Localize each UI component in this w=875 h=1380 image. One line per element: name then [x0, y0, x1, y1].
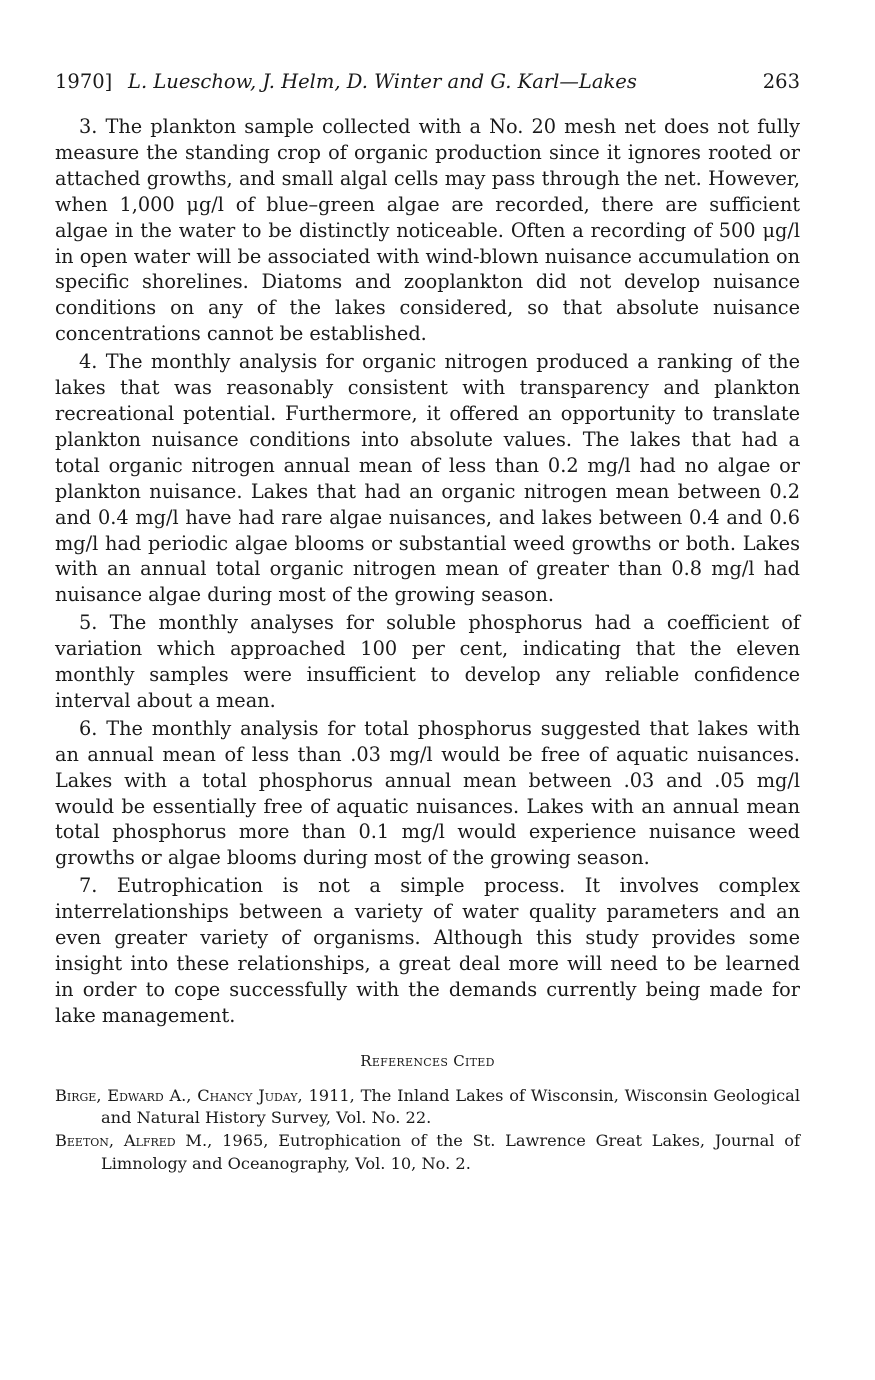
- page-number: 263: [762, 70, 800, 93]
- reference-details: 1911, The Inland Lakes of Wisconsin, Wisconsin Geological and Natural History Survey, Vol. No. 22.: [101, 1085, 800, 1128]
- paragraph-3: 3. The plankton sample collected with a No. 20 mesh net does not fully measure the standing crop of organic production since it ignores rooted or attached growths, and small algal cells may pass through the net. However, when 1,000 μg/l of blue–green algae are recorded, there are sufficient algae in the water to be distinctly noticeable. Often a recording of 500 μg/l in open water will be associated with wind-blown nuisance accumulation on specific shorelines. Diatoms and zooplankton did not develop nuisance conditions on any of the lakes considered, so that absolute nuisance concentrations cannot be established.: [55, 115, 800, 346]
- reference-authors: Birge, Edward A., Chancy Juday,: [55, 1085, 303, 1105]
- paragraph-7: 7. Eutrophication is not a simple process. It involves complex interrelationships between a variety of water quality parameters and an even greater variety of organisms. Although this study provides some insight into these relationships, a great deal more will need to be learned in order to cope successfully with the demands currently being made for lake management.: [55, 874, 800, 1027]
- reference-item: [55, 1130, 800, 1175]
- paragraph-5: 5. The monthly analyses for soluble phosphorus had a coefficient of variation which approached 100 per cent, indicating that the eleven monthly samples were insufficient to develop any reliable confidence interval about a mean.: [55, 611, 800, 712]
- references-list: [55, 1085, 800, 1175]
- header-year: 1970]: [55, 70, 113, 93]
- body-text: [55, 114, 800, 1029]
- reference-authors: Beeton, Alfred M.,: [55, 1130, 213, 1150]
- reference-item: [55, 1085, 800, 1130]
- running-header: [55, 70, 800, 104]
- reference-details: 1965, Eutrophication of the St. Lawrence Great Lakes, Journal of Limnology and Oceanography, Vol. 10, No. 2.: [101, 1130, 800, 1173]
- references-heading: References Cited: [360, 1051, 495, 1070]
- paragraph-6: 6. The monthly analysis for total phosphorus suggested that lakes with an annual mean of less than .03 mg/l would be free of aquatic nuisances. Lakes with a total phosphorus annual mean between .03 and .05 mg/l would be essentially free of aquatic nuisances. Lakes with an annual mean total phosphorus more than 0.1 mg/l would experience nuisance weed growths or algae blooms during most of the growing season.: [55, 716, 800, 870]
- paragraph-4: 4. The monthly analysis for organic nitrogen produced a ranking of the lakes that was reasonably consistent with transparency and plankton recreational potential. Furthermore, it offered an opportunity to translate plankton nuisance conditions into absolute values. The lakes that had a total organic nitrogen annual mean of less than 0.2 mg/l had no algae or plankton nuisance. Lakes that had an organic nitrogen mean between 0.2 and 0.4 mg/l have had rare algae nuisances, and lakes between 0.4 and 0.6 mg/l had periodic algae blooms or substantial weed growths or both. Lakes with an annual total organic nitrogen mean of greater than 0.8 mg/l had nuisance algae during most of the growing season.: [55, 350, 800, 607]
- journal-page: [55, 70, 800, 1175]
- running-title: L. Lueschow, J. Helm, D. Winter and G. Karl—Lakes: [128, 70, 637, 93]
